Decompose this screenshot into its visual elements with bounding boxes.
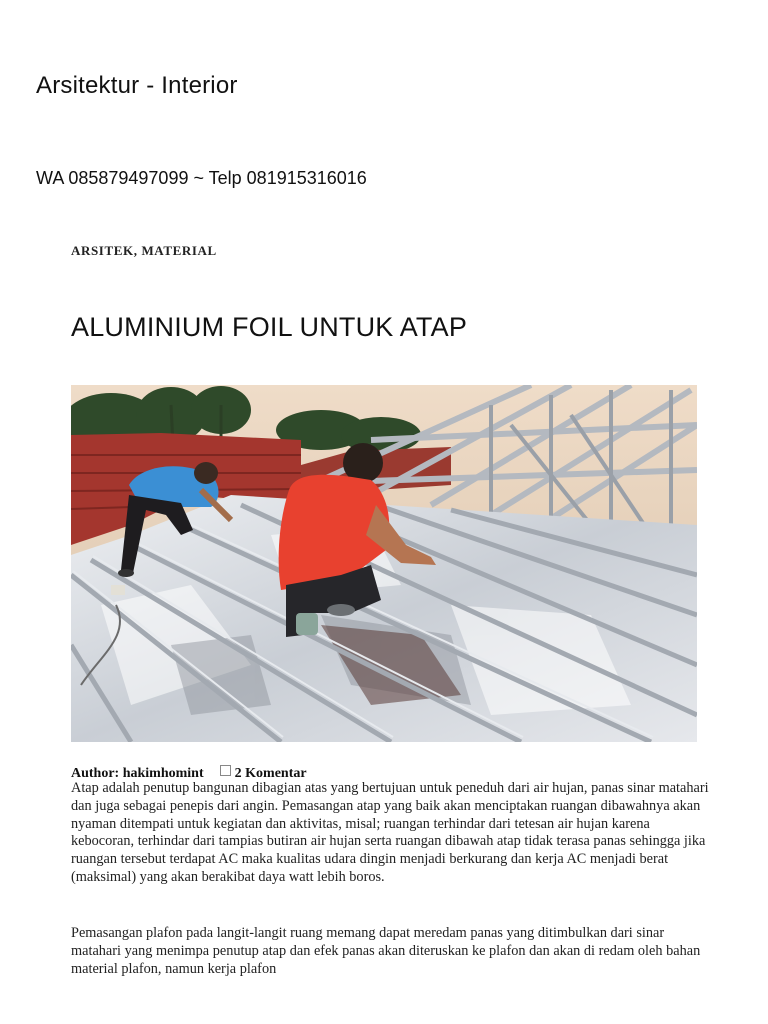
post-categories <box>71 243 217 259</box>
post-featured-image <box>71 385 697 742</box>
contact-info: WA 085879497099 ~ Telp 081915316016 <box>36 168 367 188</box>
post-paragraph: Atap adalah penutup bangunan dibagian atas yang bertujuan untuk peneduh dari air hujan, panas sinar matahari dan juga sebagai penepis dari angin. Pemasangan atap yang baik akan menciptakan ruangan dibawahnya akan nyaman ditempati untuk kegiatan dan aktivitas, misal; ruangan terhindar dari tetesan air hujan karena kebocoran, terhindar dari tampias butiran air hujan serta ruangan dibawah atap tidak terasa panas sehingga jika ruangan tersebut terdapat AC maka kualitas udara dingin menjadi berkurang dan kerja AC menjadi berat (maksimal) yang akan berakibat daya watt lebih boros. <box>71 780 709 885</box>
comments-link[interactable]: 2 Komentar <box>234 766 307 781</box>
site-title[interactable]: Arsitektur - Interior <box>36 72 238 99</box>
photo-roof-workers-icon <box>71 385 697 742</box>
post-paragraph: Pemasangan plafon pada langit-langit ruang memang dapat meredam panas yang ditimbulkan dari sinar matahari yang menimpa penutup atap dan efek panas akan diteruskan ke plafon dan akan di redam oleh bahan material plafon, namun kerja plafon <box>71 925 701 977</box>
comment-icon <box>220 765 231 776</box>
category-separator: , <box>133 243 142 258</box>
post-author[interactable]: Author: hakimhomint <box>71 766 204 781</box>
category-link-arsitek[interactable]: ARSITEK <box>71 243 134 258</box>
category-link-material[interactable]: MATERIAL <box>141 243 217 258</box>
post-title: ALUMINIUM FOIL UNTUK ATAP <box>71 312 468 342</box>
